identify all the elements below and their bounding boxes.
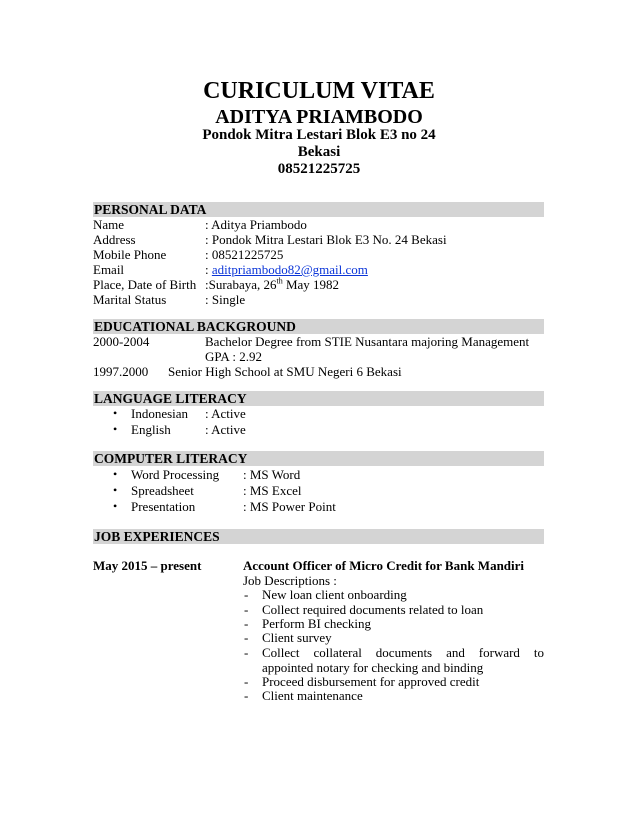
personal-value-name: : Aditya Priambodo [205, 217, 307, 232]
section-jobs: JOB EXPERIENCES [93, 529, 544, 544]
education-desc-2: Senior High School at SMU Negeri 6 Bekasi [168, 364, 402, 379]
education-desc-1: Bachelor Degree from STIE Nusantara majoring Management [205, 334, 530, 349]
personal-label-address: Address [93, 232, 136, 247]
header-phone: 08521225725 [277, 161, 361, 177]
bullet-icon: • [113, 499, 118, 513]
job-duty-1: New loan client onboarding [262, 587, 407, 602]
computer-value-2: : MS Excel [243, 483, 302, 498]
job-duty-6: Proceed disbursement for approved credit [262, 674, 480, 689]
dash-marker: - [244, 674, 249, 689]
email-link[interactable]: aditpriambodo82@gmail.com [211, 262, 368, 277]
job-duty-5: Collect collateral documents and forward to appointed notary for checking and binding [262, 645, 544, 675]
language-value-2: : Active [205, 422, 246, 437]
candidate-name: ADITYA PRIAMBODO [215, 106, 423, 128]
birth-month-year: May 1982 [282, 277, 340, 292]
job-duty-2: Collect required documents related to loan [262, 602, 484, 617]
language-label-1: Indonesian [131, 406, 189, 421]
computer-label-1: Word Processing [131, 467, 220, 482]
section-personal-data: PERSONAL DATA [93, 202, 544, 217]
computer-value-3: : MS Power Point [243, 499, 336, 514]
dash-marker: - [244, 630, 249, 645]
computer-label-2: Spreadsheet [131, 483, 194, 498]
computer-value-1: : MS Word [243, 467, 301, 482]
personal-label-birth: Place, Date of Birth [93, 277, 197, 292]
section-computer: COMPUTER LITERACY [93, 451, 544, 466]
job-duty-4: Client survey [262, 630, 332, 645]
education-years-2: 1997.2000 [93, 364, 149, 379]
bullet-icon: • [113, 483, 118, 497]
section-language: LANGUAGE LITERACY [93, 391, 544, 406]
education-years-1: 2000-2004 [93, 334, 150, 349]
computer-label-3: Presentation [131, 499, 196, 514]
dash-marker: - [244, 616, 249, 631]
job-period: May 2015 – present [93, 558, 202, 573]
document-title: CURICULUM VITAE [203, 78, 435, 104]
personal-value-phone: : 08521225725 [205, 247, 284, 262]
personal-value-address: : Pondok Mitra Lestari Blok E3 No. 24 Bekasi [205, 232, 447, 247]
personal-label-name: Name [93, 217, 125, 232]
header-address-line1: Pondok Mitra Lestari Blok E3 no 24 [202, 127, 436, 143]
dash-marker: - [244, 602, 249, 617]
personal-label-email: Email [93, 262, 125, 277]
job-duty-7: Client maintenance [262, 688, 363, 703]
language-label-2: English [131, 422, 171, 437]
job-duty-3: Perform BI checking [262, 616, 372, 631]
education-gpa: GPA : 2.92 [205, 349, 262, 364]
dash-marker: - [244, 587, 249, 602]
personal-value-email [205, 262, 368, 277]
personal-value-birth [205, 277, 339, 292]
job-position: Account Officer of Micro Credit for Bank Mandiri [243, 558, 525, 573]
personal-label-marital: Marital Status [93, 292, 167, 307]
email-prefix: : [205, 262, 212, 277]
bullet-icon: • [113, 406, 118, 420]
dash-marker: - [244, 688, 249, 703]
section-education: EDUCATIONAL BACKGROUND [93, 319, 544, 334]
personal-value-marital: : Single [205, 292, 246, 307]
header-address-line2: Bekasi [297, 144, 341, 160]
birth-day-suffix: th [276, 276, 283, 286]
bullet-icon: • [113, 422, 118, 436]
personal-label-phone: Mobile Phone [93, 247, 167, 262]
bullet-icon: • [113, 467, 118, 481]
job-desc-label: Job Descriptions : [243, 573, 337, 588]
birth-place-day: :Surabaya, 26 [205, 277, 277, 292]
language-value-1: : Active [205, 406, 246, 421]
dash-marker: - [244, 645, 249, 660]
